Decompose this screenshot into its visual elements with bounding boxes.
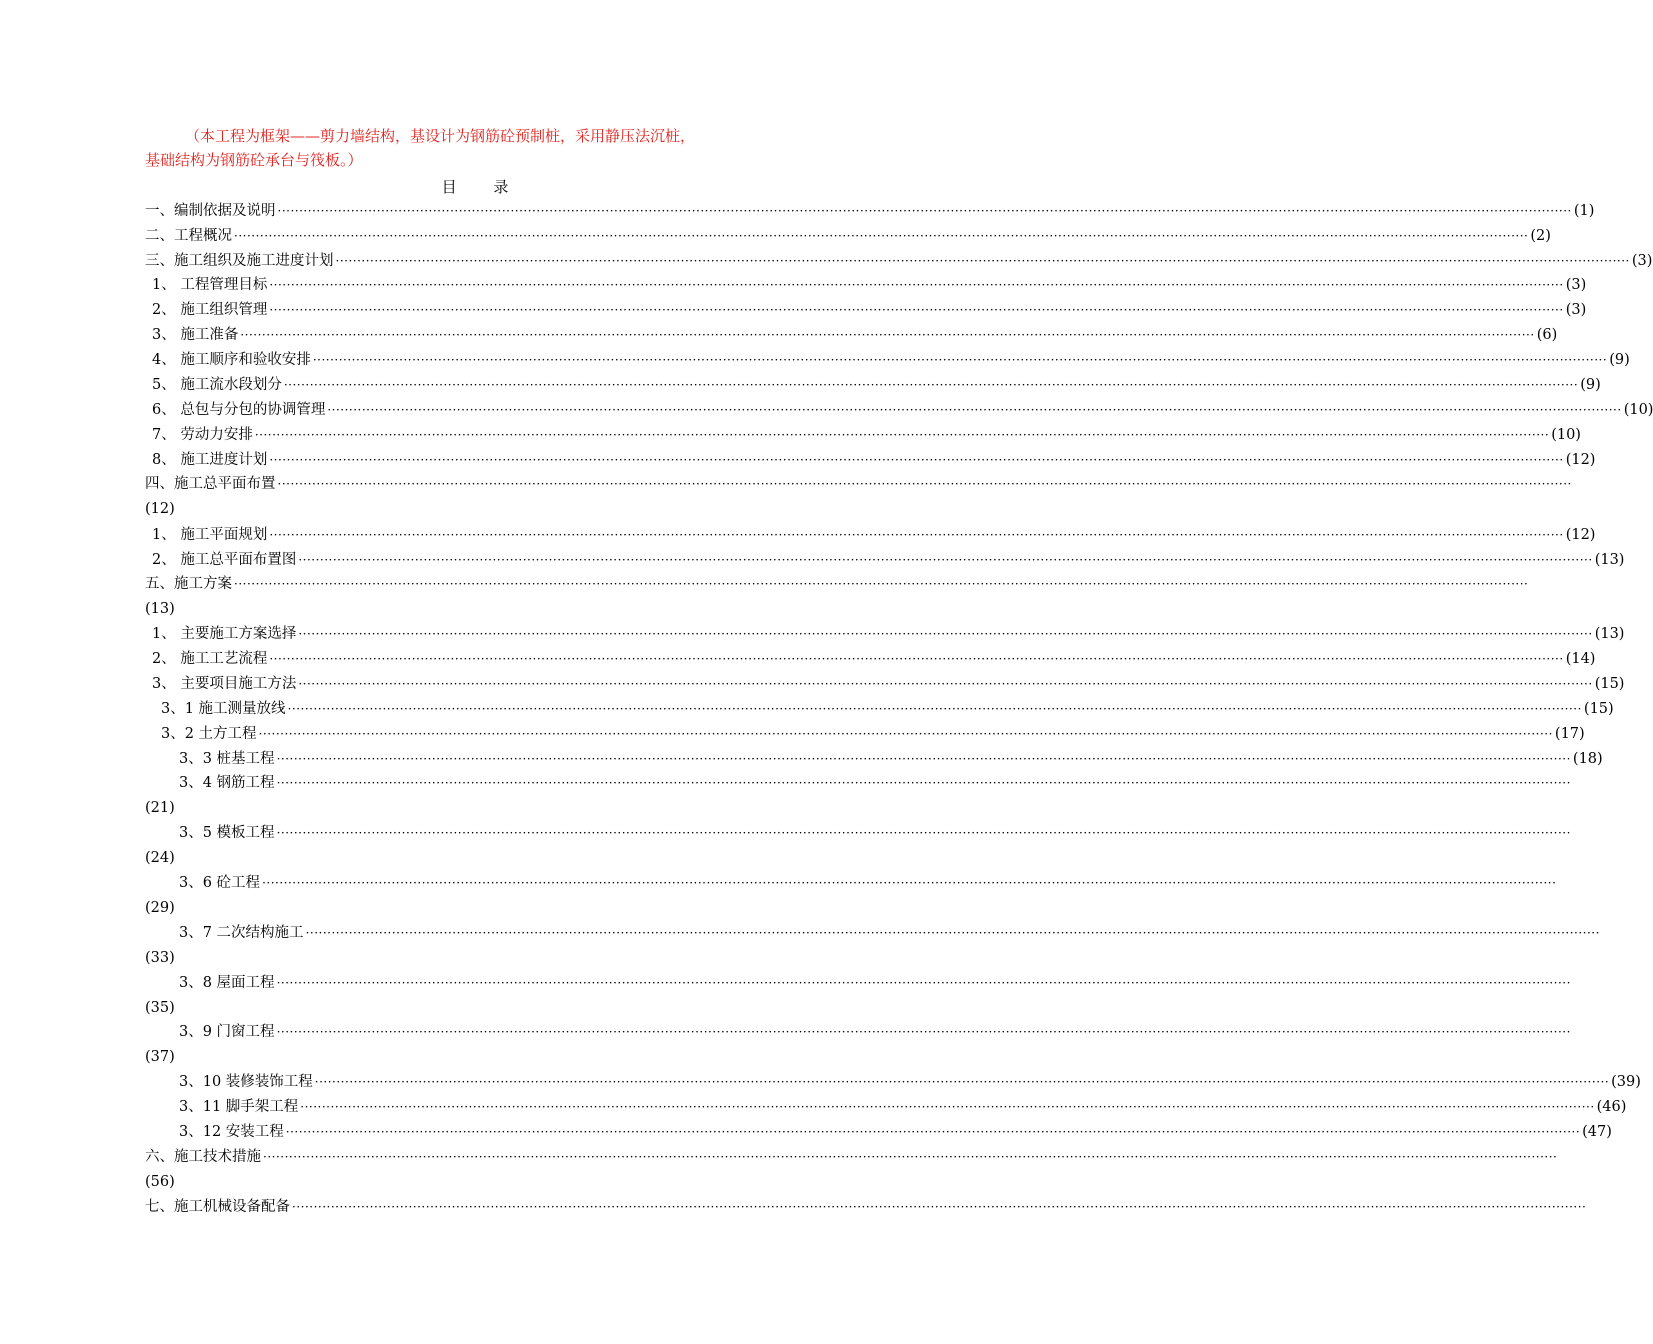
toc-entry-label: 二、工程概况 bbox=[145, 228, 232, 244]
toc-entry-label: 3、 主要项目施工方法 bbox=[152, 676, 297, 692]
toc-entry[interactable] bbox=[145, 1146, 1558, 1168]
toc-entry-page: (3) bbox=[1631, 253, 1653, 269]
toc-leader-dots: ············································································································································································································································································································ bbox=[269, 652, 1564, 666]
toc-entry-page: (46) bbox=[1596, 1099, 1627, 1115]
toc-entry-page: (10) bbox=[1551, 427, 1581, 443]
toc-leader-dots: ············································································································································································································································································································ bbox=[269, 528, 1564, 542]
toc-entry-page: (13) bbox=[1594, 552, 1625, 568]
toc-entry-page: (24) bbox=[145, 850, 175, 866]
toc-entry-label: 4、 施工顺序和验收安排 bbox=[152, 352, 311, 368]
toc-entry-label: 3、 施工准备 bbox=[152, 327, 239, 343]
toc-leader-dots: ············································································································································································································································································································ bbox=[269, 453, 1564, 467]
toc-leader-dots: ············································································································································································································································································································ bbox=[276, 1025, 1571, 1039]
toc-entry[interactable] bbox=[179, 922, 1600, 944]
toc-entry[interactable] bbox=[161, 698, 1614, 720]
toc-entry-label: 3、7 二次结构施工 bbox=[179, 925, 304, 941]
toc-entry-page: (17) bbox=[1554, 726, 1585, 742]
toc-entry-label: 6、 总包与分包的协调管理 bbox=[152, 402, 326, 418]
toc-entry[interactable] bbox=[179, 1121, 1612, 1143]
toc-entry-page: (15) bbox=[1583, 701, 1614, 717]
toc-entry-page: (1) bbox=[1573, 203, 1595, 219]
toc-entry-page: (6) bbox=[1536, 327, 1558, 343]
toc-leader-dots: ············································································································································································································································································································ bbox=[298, 677, 1593, 691]
toc-leader-dots: ············································································································································································································································································································ bbox=[283, 378, 1579, 392]
toc-entry[interactable] bbox=[145, 200, 1595, 222]
toc-entry[interactable] bbox=[145, 250, 1653, 272]
toc-entry[interactable] bbox=[152, 399, 1653, 421]
toc-leader-dots: ············································································································································································································································································································ bbox=[287, 702, 1582, 716]
toc-entry-page: (35) bbox=[145, 1000, 175, 1016]
toc-entry-page: (15) bbox=[1594, 676, 1625, 692]
toc-entry-page: (13) bbox=[145, 601, 175, 617]
toc-entry-label: 3、1 施工测量放线 bbox=[161, 701, 286, 717]
toc-entry-label: 五、施工方案 bbox=[145, 576, 232, 592]
project-note-line-1: （本工程为框架——剪力墙结构，基设计为钢筋砼预制桩，采用静压法沉桩， bbox=[185, 127, 696, 145]
toc-leader-dots: ············································································································································································································································································································ bbox=[254, 428, 1550, 442]
toc-leader-dots: ············································································································································································································································································································ bbox=[277, 204, 1572, 218]
toc-entry-label: 2、 施工总平面布置图 bbox=[152, 552, 297, 568]
toc-entry-page: (14) bbox=[1565, 651, 1596, 667]
toc-entry-label: 2、 施工工艺流程 bbox=[152, 651, 268, 667]
toc-entry[interactable] bbox=[152, 424, 1581, 446]
toc-entry-page: (47) bbox=[1582, 1124, 1612, 1140]
toc-entry-label: 3、5 模板工程 bbox=[179, 825, 275, 841]
toc-entry[interactable] bbox=[152, 349, 1630, 371]
toc-entry-page: (3) bbox=[1565, 302, 1587, 318]
toc-entry-label: 3、2 土方工程 bbox=[161, 726, 257, 742]
toc-entry-label: 七、施工机械设备配备 bbox=[145, 1199, 290, 1215]
toc-entry-page: (12) bbox=[1565, 452, 1596, 468]
toc-entry-page: (56) bbox=[145, 1174, 175, 1190]
toc-entry[interactable] bbox=[145, 473, 1572, 495]
toc-leader-dots: ············································································································································································································································································································ bbox=[276, 752, 1571, 766]
toc-leader-dots: ············································································································································································································································································································ bbox=[240, 328, 1535, 342]
toc-entry[interactable] bbox=[161, 723, 1585, 745]
project-note-line-2: 基础结构为钢筋砼承台与筏板。） bbox=[145, 151, 363, 169]
toc-entry[interactable] bbox=[179, 1021, 1571, 1043]
toc-entry-label: 8、 施工进度计划 bbox=[152, 452, 268, 468]
toc-entry-label: 3、6 砼工程 bbox=[179, 875, 261, 891]
toc-entry-page: (12) bbox=[1565, 527, 1596, 543]
toc-entry-label: 1、 主要施工方案选择 bbox=[152, 626, 297, 642]
project-note bbox=[145, 124, 815, 172]
toc-entry[interactable] bbox=[145, 225, 1551, 247]
toc-leader-dots: ············································································································································································································································································································ bbox=[327, 403, 1622, 417]
toc-leader-dots: ············································································································································································································································································································ bbox=[312, 353, 1608, 367]
toc-leader-dots: ············································································································································································································································································································ bbox=[276, 826, 1571, 840]
toc-entry[interactable] bbox=[152, 274, 1587, 296]
toc-entry-label: 3、3 桩基工程 bbox=[179, 751, 275, 767]
toc-entry-label: 3、9 门窗工程 bbox=[179, 1024, 275, 1040]
toc-entry[interactable] bbox=[152, 524, 1596, 546]
toc-entry[interactable] bbox=[152, 374, 1601, 396]
toc-entry[interactable] bbox=[179, 822, 1571, 844]
toc-entry-label: 2、 施工组织管理 bbox=[152, 302, 268, 318]
toc-entry[interactable] bbox=[152, 324, 1558, 346]
toc-entry[interactable] bbox=[152, 549, 1625, 571]
toc-entry-label: 六、施工技术措施 bbox=[145, 1149, 261, 1165]
toc-leader-dots: ············································································································································································································································································································ bbox=[305, 926, 1600, 940]
toc-entry-label: 3、12 安装工程 bbox=[179, 1124, 284, 1140]
toc-entry-label: 三、施工组织及施工进度计划 bbox=[145, 253, 334, 269]
toc-entry-page: (21) bbox=[145, 800, 175, 816]
toc-leader-dots: ············································································································································································································································································································ bbox=[300, 1100, 1595, 1114]
toc-leader-dots: ············································································································································································································································································································ bbox=[276, 976, 1571, 990]
toc-entry-page: (29) bbox=[145, 900, 175, 916]
toc-leader-dots: ············································································································································································································································································································ bbox=[269, 303, 1564, 317]
toc-leader-dots: ············································································································································································································································································································ bbox=[234, 229, 1529, 243]
toc-entry-label: 1、 工程管理目标 bbox=[152, 277, 268, 293]
toc-leader-dots: ············································································································································································································································································································ bbox=[262, 876, 1557, 890]
toc-entry[interactable] bbox=[179, 772, 1571, 794]
toc-entry-page: (9) bbox=[1609, 352, 1630, 368]
toc-title: 目 录 bbox=[441, 178, 525, 196]
toc-leader-dots: ············································································································································································································································································································ bbox=[258, 727, 1553, 741]
toc-entry-page: (33) bbox=[145, 950, 175, 966]
toc-entry[interactable] bbox=[145, 573, 1529, 595]
toc-entry[interactable] bbox=[152, 299, 1587, 321]
toc-leader-dots: ············································································································································································································································································································ bbox=[263, 1150, 1558, 1164]
toc-entry[interactable] bbox=[179, 1096, 1627, 1118]
toc-leader-dots: ············································································································································································································································································································ bbox=[269, 278, 1564, 292]
toc-entry-page: (9) bbox=[1580, 377, 1601, 393]
toc-entry[interactable] bbox=[179, 748, 1603, 770]
toc-leader-dots: ············································································································································································································································································································ bbox=[298, 627, 1593, 641]
toc-leader-dots: ············································································································································································································································································································ bbox=[292, 1200, 1587, 1214]
toc-entry[interactable] bbox=[179, 872, 1557, 894]
toc-entry-label: 3、10 装修装饰工程 bbox=[179, 1074, 313, 1090]
toc-leader-dots: ············································································································································································································································································································ bbox=[234, 577, 1529, 591]
toc-entry-label: 四、施工总平面布置 bbox=[145, 476, 276, 492]
toc-leader-dots: ············································································································································································································································································································ bbox=[298, 553, 1593, 567]
toc-entry-page: (3) bbox=[1565, 277, 1587, 293]
toc-entry-page: (13) bbox=[1594, 626, 1625, 642]
toc-entry[interactable] bbox=[179, 1071, 1641, 1093]
toc-leader-dots: ············································································································································································································································································································ bbox=[314, 1075, 1610, 1089]
toc-entry[interactable] bbox=[152, 648, 1596, 670]
toc-entry[interactable] bbox=[152, 623, 1625, 645]
toc-entry[interactable] bbox=[179, 972, 1571, 994]
toc-entry[interactable] bbox=[152, 449, 1596, 471]
toc-entry-label: 3、4 钢筋工程 bbox=[179, 775, 275, 791]
toc-entry-page: (18) bbox=[1572, 751, 1603, 767]
toc-entry-page: (12) bbox=[145, 501, 175, 517]
toc-entry-label: 7、 劳动力安排 bbox=[152, 427, 253, 443]
toc-leader-dots: ············································································································································································································································································································ bbox=[277, 477, 1572, 491]
toc-entry-page: (2) bbox=[1530, 228, 1551, 244]
toc-leader-dots: ············································································································································································································································································································ bbox=[276, 776, 1571, 790]
toc-entry-label: 一、编制依据及说明 bbox=[145, 203, 276, 219]
toc-leader-dots: ············································································································································································································································································································ bbox=[335, 254, 1630, 268]
toc-entry-label: 3、11 脚手架工程 bbox=[179, 1099, 299, 1115]
toc-entry[interactable] bbox=[145, 1196, 1587, 1218]
toc-entry-label: 3、8 屋面工程 bbox=[179, 975, 275, 991]
toc-entry-page: (39) bbox=[1611, 1074, 1641, 1090]
toc-entry-label: 5、 施工流水段划分 bbox=[152, 377, 282, 393]
toc-entry-page: (37) bbox=[145, 1049, 175, 1065]
toc-entry-label: 1、 施工平面规划 bbox=[152, 527, 268, 543]
toc-entry[interactable] bbox=[152, 673, 1625, 695]
toc-entry-page: (10) bbox=[1623, 402, 1653, 418]
toc-leader-dots: ············································································································································································································································································································ bbox=[285, 1125, 1581, 1139]
